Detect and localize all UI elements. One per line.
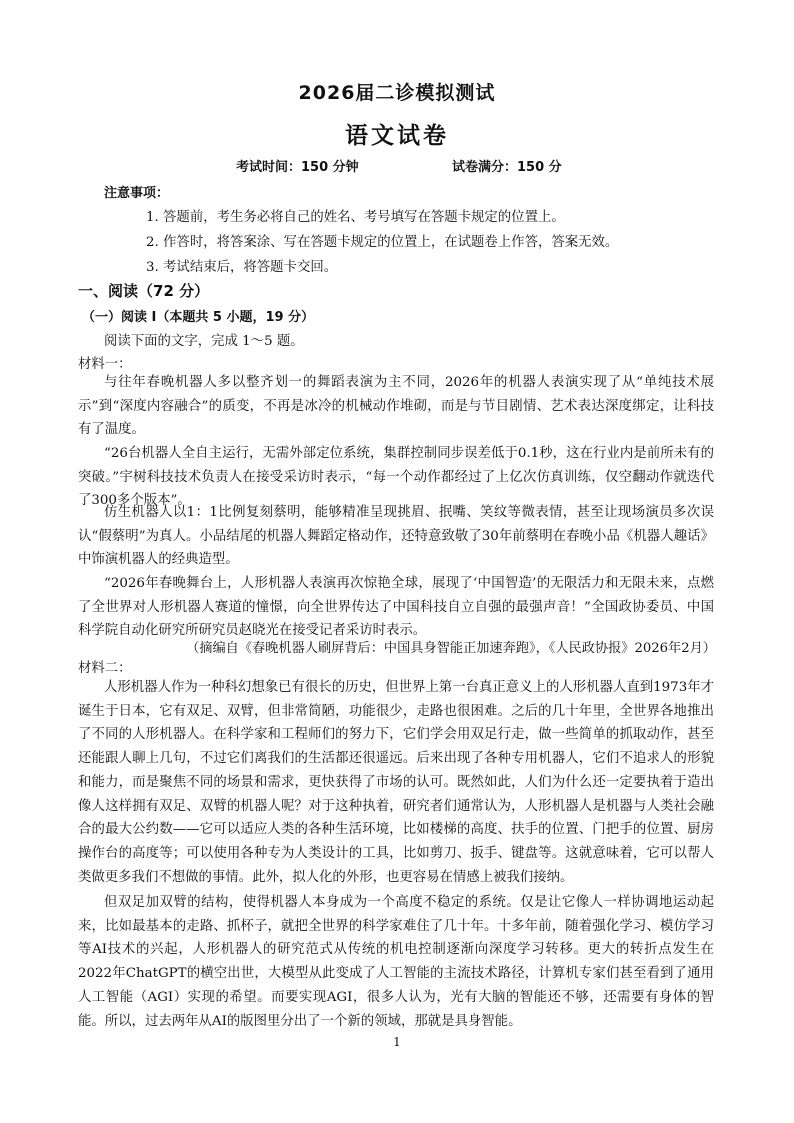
- material-2-label: 材料二：: [78, 661, 132, 676]
- exam-score: 试卷满分：150 分: [452, 160, 562, 175]
- notice-item-2: 2. 作答时，将答案涂、写在答题卡规定的位置上，在试题卷上作答，答案无效。: [146, 235, 619, 250]
- notice-item-1: 1. 答题前，考生务必将自己的姓名、考号填写在答题卡规定的位置上。: [146, 210, 565, 225]
- material-1-source: （摘编自《春晚机器人刷屏背后：中国具身智能正加速奔跑》，《人民政协报》2026年2月）: [186, 641, 716, 656]
- section-heading: 一、阅读（72 分）: [78, 282, 210, 300]
- material-1-paragraph: “2026年春晚舞台上，人形机器人表演再次惊艳全球，展现了‘中国智造’的无限活力和无限未来，点燃了全世界对人形机器人赛道的憧憬，向全世界传达了中国科技自立自强的最强声音！”全国政协委员、中国科学院自动化研究所研究员赵晓光在接受记者采访时表示。: [78, 576, 714, 639]
- material-1-paragraph: 与往年春晚机器人多以整齐划一的舞蹈表演为主不同，2026年的机器人表演实现了从“单纯技术展示”到“深度内容融合”的质变，不再是冰冷的机械动作堆砌，而是与节目剧情、艺术表达深度绑定，让科技有了温度。: [78, 375, 714, 438]
- material-2-paragraph: 人形机器人作为一种科幻想象已有很长的历史，但世界上第一台真正意义上的人形机器人直到1973年才诞生于日本，它有双足、双臂，但非常简陋，功能很少，走路也很困难。之后的几十年里，全世界各地推出了不同的人形机器人。在科学家和工程师们的努力下，它们学会用双足行走，做一些简单的抓取动作，甚至还能跟人聊上几句，不过它们离我们的生活都还很遥远。后来出现了各种专用机器人，它们不追求人的形貌和能力，而是聚焦不同的场景和需求，更快获得了市场的认可。既然如此，人们为什么还一定要执着于造出像人这样拥有双足、双臂的机器人呢？对于这种执着，研究者们通常认为，人形机器人是机器与人类社会融合的最大公约数——它可以适应人类的各种生活环境，比如楼梯的高度、扶手的位置、门把手的位置、厨房操作台的高度等；可以使用各种专为人类设计的工具，比如剪刀、扳手、键盘等。这就意味着，它可以帮人类做更多我们不想做的事情。此外，拟人化的外形，也更容易在情感上被我们接纳。: [78, 680, 714, 885]
- material-1-paragraph: 仿生机器人以1：1比例复刻蔡明，能够精准呈现挑眉、抿嘴、笑纹等微表情，甚至让现场演员多次误认“假蔡明”为真人。小品结尾的机器人舞蹈定格动作，还特意致敬了30年前蔡明在春晚小品《机器人趣话》中饰演机器人的经典造型。: [78, 505, 714, 568]
- material-2-paragraph: 但双足加双臂的结构，使得机器人本身成为一个高度不稳定的系统。仅是让它像人一样协调地运动起来，比如最基本的走路、抓杯子，就把全世界的科学家难住了几十年。十多年前，随着强化学习、模仿学习等AI技术的兴起，人形机器人的研究范式从传统的机电控制逐渐向深度学习转移。更大的转折点发生在2022年ChatGPT的横空出世，大模型从此变成了人工智能的主流技术路径，计算机专家们甚至看到了通用人工智能（AGI）实现的希望。而要实现AGI，很多人认为，光有大脑的智能还不够，还需要有身体的智能。所以，过去两年从AI的版图里分出了一个新的领域，那就是具身智能。: [78, 895, 714, 1029]
- material-1-label: 材料一：: [78, 357, 132, 372]
- exam-time: 考试时间：150 分钟: [236, 160, 359, 175]
- exam-title: 2026届二诊模拟测试: [298, 82, 496, 104]
- material-1-paragraph: “26台机器人全自主运行，无需外部定位系统，集群控制同步误差低于0.1秒，这在行业内是前所未有的突破。”宇树科技技术负责人在接受采访时表示，“每一个动作都经过了上亿次仿真训练，仅空翻动作就迭代了300多个版本”。: [78, 446, 714, 509]
- exam-subject: 语文试卷: [345, 123, 449, 149]
- reading-instruction: 阅读下面的文字，完成 1～5 题。: [104, 334, 304, 349]
- page-number: 1: [393, 1035, 401, 1049]
- notice-item-3: 3. 考试结束后，将答题卡交回。: [146, 260, 338, 275]
- subsection-heading: （一）阅读 Ⅰ（本题共 5 小题，19 分）: [82, 310, 315, 325]
- notice-heading: 注意事项：: [104, 186, 170, 201]
